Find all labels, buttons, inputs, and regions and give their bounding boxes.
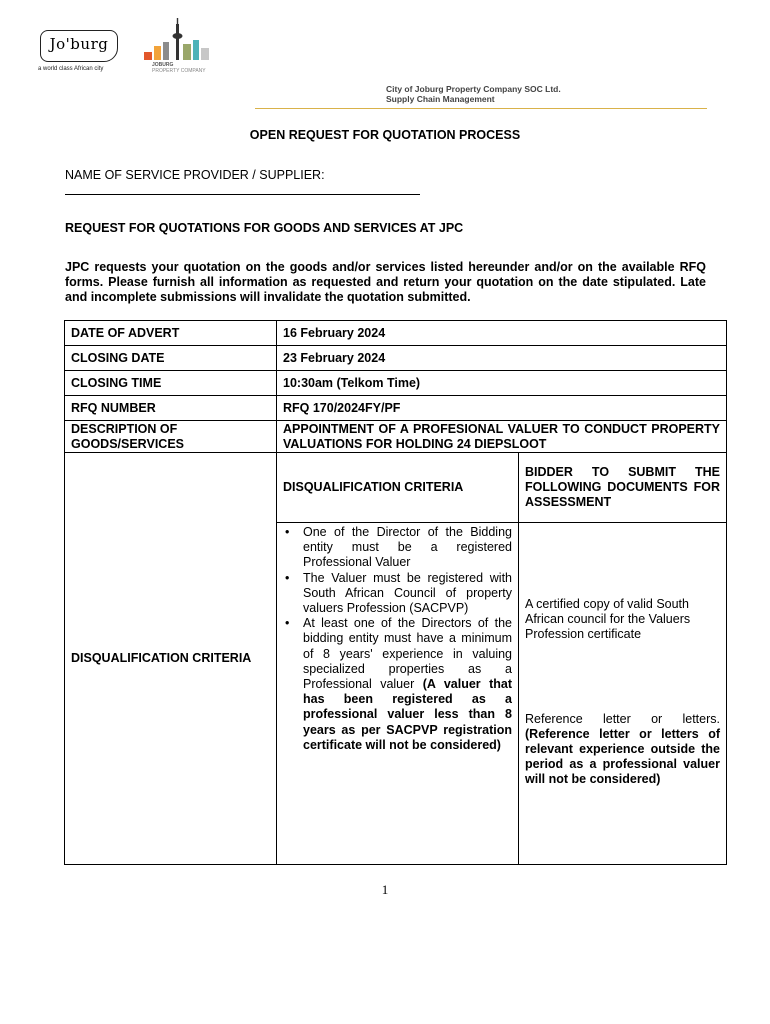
table-row [65,421,727,453]
table-row [65,396,727,421]
criteria-label: DISQUALIFICATION CRITERIA [65,453,277,865]
criteria-column-header: DISQUALIFICATION CRITERIA [277,453,519,523]
table-row [65,371,727,396]
jpc-logo-name: JOBURG [152,62,174,68]
rfq-details-table [64,320,727,865]
section-title: REQUEST FOR QUOTATIONS FOR GOODS AND SERVICES AT JPC [65,221,464,235]
joburg-logo [40,30,118,62]
page-number: 1 [381,882,389,897]
jpc-logo-text [152,62,206,74]
header-divider [255,108,707,109]
table-row [65,453,727,523]
row-value: 23 February 2024 [277,346,727,371]
jpc-logo-subtext: PROPERTY COMPANY [152,68,206,74]
supplier-name-label: NAME OF SERVICE PROVIDER / SUPPLIER: [65,168,325,182]
department-name: Supply Chain Management [386,94,495,104]
row-label: DESCRIPTION OF GOODS/SERVICES [65,421,277,453]
row-label: RFQ NUMBER [65,396,277,421]
joburg-logo-text: Jo'burg [49,35,109,53]
list-item: • At least one of the Directors of the bidding entity must have a minimum of 8 years' experience in valuing specialized properties as a Professional valuer (A valuer that has been registered as a professional valuer less than 8 years as per SACPVP registration certificate will not be considered) [303,616,512,753]
row-value: 16 February 2024 [277,321,727,346]
document-title: OPEN REQUEST FOR QUOTATION PROCESS [249,128,521,142]
criteria-list-cell [277,523,519,865]
row-label: CLOSING TIME [65,371,277,396]
row-value: 10:30am (Telkom Time) [277,371,727,396]
row-label: CLOSING DATE [65,346,277,371]
row-value: RFQ 170/2024FY/PF [277,396,727,421]
list-item: • One of the Director of the Bidding entity must be a registered Professional Valuer [303,525,512,571]
joburg-tagline: a world class African city [38,66,104,72]
table-row [65,346,727,371]
row-label: DATE OF ADVERT [65,321,277,346]
criteria-list [283,525,512,753]
list-item: • The Valuer must be registered with South African Council of property valuers Profession (SACPVP) [303,571,512,617]
company-name: City of Joburg Property Company SOC Ltd. [386,84,561,94]
intro-paragraph: JPC requests your quotation on the goods and/or services listed hereunder and/or on the available RFQ forms. Please furnish all information as requested and return your quotation on the date stipulated. Late and incomplete submissions will invalidate the quotation submitted. [65,260,706,304]
row-value: APPOINTMENT OF A PROFESIONAL VALUER TO CONDUCT PROPERTY VALUATIONS FOR HOLDING 24 DIEPSLOOT [277,421,727,453]
supplier-name-line [65,194,420,195]
table-row [65,321,727,346]
document-requirement: Reference letter or letters. (Reference letter or letters of relevant experience outside the period as a professional valuer will not be considered) [525,712,720,786]
documents-column-header: BIDDER TO SUBMIT THE FOLLOWING DOCUMENTS FOR ASSESSMENT [519,453,727,523]
document-requirement: A certified copy of valid South African council for the Valuers Profession certificate [525,597,691,641]
company-header [386,84,561,104]
documents-cell [519,523,727,865]
